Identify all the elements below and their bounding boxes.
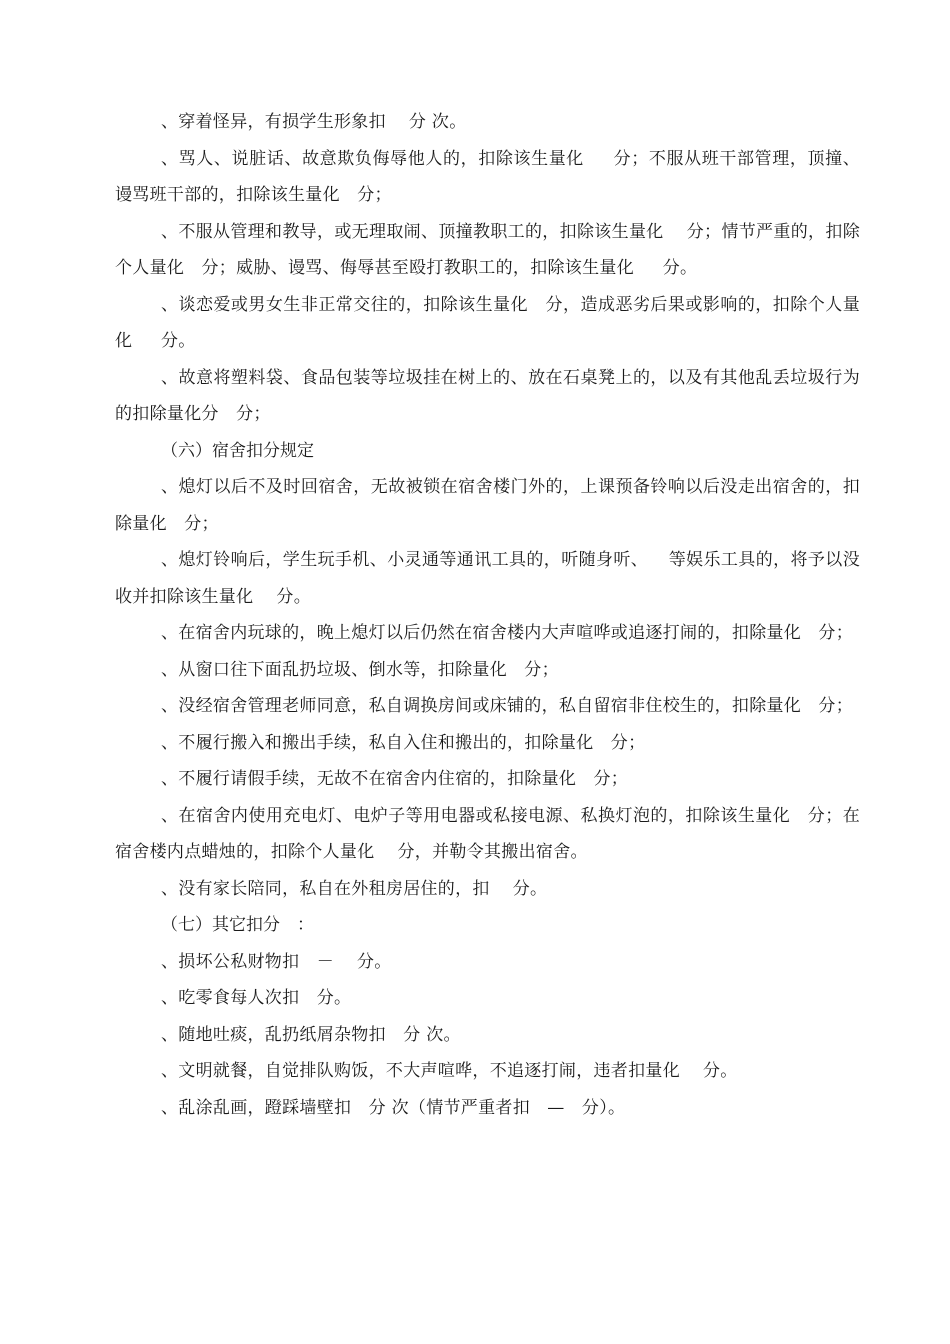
rule-item: 、文明就餐，自觉排队购饭，不大声喧哗，不追逐打闹，违者扣量化 分。	[161, 1061, 738, 1081]
section-heading-dormitory: （六）宿舍扣分规定	[161, 440, 314, 461]
rule-item: 、没有家长陪同，私自在外租房居住的，扣 分。	[161, 878, 548, 899]
section-heading-other: （七）其它扣分 ：	[161, 915, 314, 935]
rule-item: 、从窗口往下面乱扔垃圾、倒水等，扣除量化 分；	[161, 659, 559, 680]
rule-item: 、故意将塑料袋、食品包装等垃圾挂在树上的、放在石桌凳上的，以及有其他乱丢垃圾行为的扣除量化分 分；	[115, 367, 860, 424]
rule-item: 、不履行搬入和搬出手续，私自入住和搬出的，扣除量化 分；	[161, 732, 646, 753]
rule-item: 、不履行请假手续，无故不在宿舍内住宿的，扣除量化 分；	[161, 769, 629, 789]
rule-item: 、没经宿舍管理老师同意，私自调换房间或床铺的，私自留宿非住校生的，扣除量化 分；	[161, 696, 853, 716]
rule-item: 、骂人、说脏话、故意欺负侮辱他人的，扣除该生量化 分；不服从班干部管理，顶撞、谩骂班干部的，扣除该生量化 分；	[115, 148, 860, 205]
rule-item: 、在宿舍内使用充电灯、电炉子等用电器或私接电源、私换灯泡的，扣除该生量化 分；在宿舍楼内点蜡烛的，扣除个人量化 分，并勒令其搬出宿舍。	[115, 805, 860, 862]
rule-item: 、熄灯以后不及时回宿舍，无故被锁在宿舍楼门外的，上课预备铃响以后没走出宿舍的，扣除量化 分；	[115, 477, 860, 534]
document-body	[115, 104, 860, 1126]
rule-item: 、乱涂乱画，蹬踩墙壁扣 分 次（情节严重者扣 — 分）。	[161, 1097, 626, 1118]
rule-item: 、吃零食每人次扣 分。	[161, 988, 352, 1008]
rule-item: 、在宿舍内玩球的，晚上熄灯以后仍然在宿舍楼内大声喧哗或追逐打闹的，扣除量化 分；	[161, 623, 853, 643]
rule-item: 、不服从管理和教导，或无理取闹、顶撞教职工的，扣除该生量化 分；情节严重的，扣除个人量化 分；威胁、谩骂、侮辱甚至殴打教职工的，扣除该生量化 分。	[115, 221, 860, 278]
rule-item: 、谈恋爱或男女生非正常交往的，扣除该生量化 分，造成恶劣后果或影响的，扣除个人量化 分。	[115, 294, 860, 351]
rule-item: 、熄灯铃响后，学生玩手机、小灵通等通讯工具的，听随身听、 等娱乐工具的，将予以没收并扣除该生量化 分。	[115, 550, 860, 607]
rule-item: 、随地吐痰，乱扔纸屑杂物扣 分 次。	[161, 1024, 461, 1045]
rule-item: 、损坏公私财物扣 － 分。	[161, 951, 392, 972]
rule-item: 、穿着怪异，有损学生形象扣 分 次。	[161, 112, 467, 132]
